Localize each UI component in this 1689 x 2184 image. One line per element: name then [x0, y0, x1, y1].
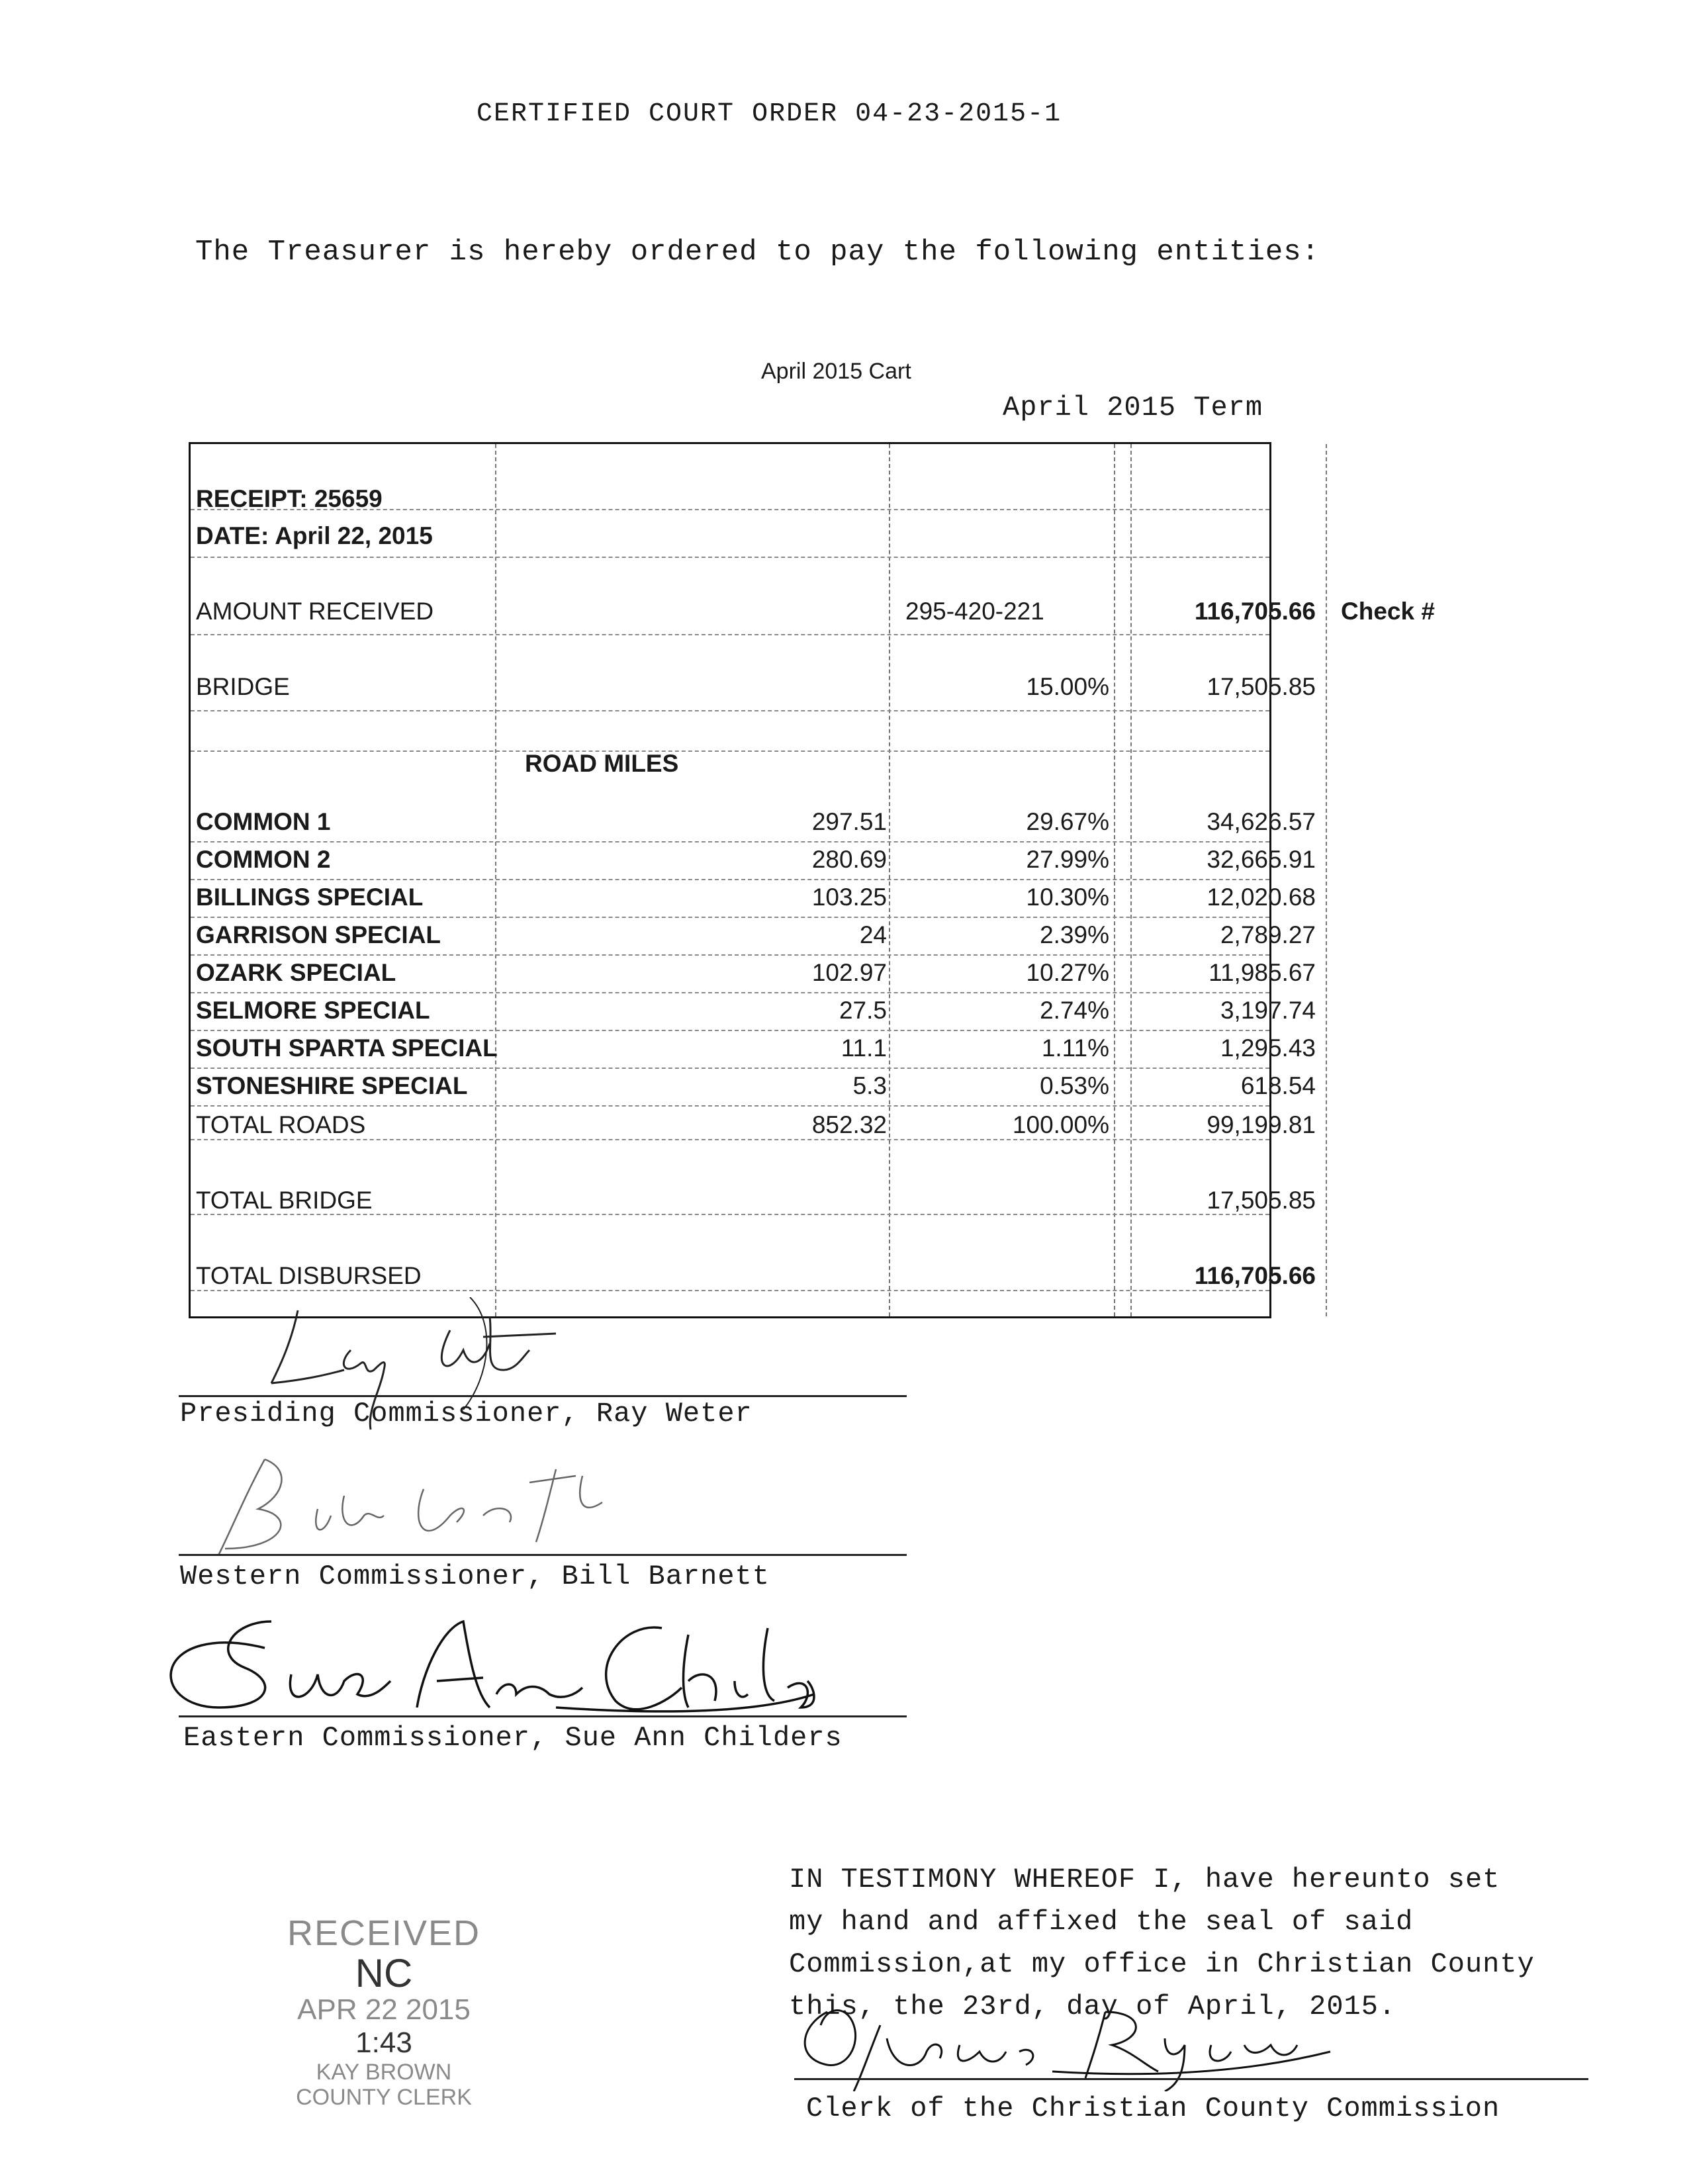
bridge-percent: 15.00%	[1026, 673, 1109, 700]
road-name: OZARK SPECIAL	[196, 959, 396, 986]
road-name: COMMON 2	[196, 846, 331, 873]
road-name: COMMON 1	[196, 808, 331, 835]
road-miles-header: ROAD MILES	[525, 750, 679, 777]
row-divider	[191, 1068, 1269, 1069]
road-percent: 1.11%	[1041, 1034, 1109, 1062]
stamp-date: APR 22 2015	[297, 1993, 471, 2026]
road-miles: 102.97	[811, 959, 887, 986]
cart-label: April 2015 Cart	[761, 359, 911, 384]
document-title: CERTIFIED COURT ORDER 04-23-2015-1	[477, 99, 1062, 129]
total-bridge-label: TOTAL BRIDGE	[196, 1187, 373, 1214]
road-amount: 618.54	[1240, 1072, 1316, 1099]
signature-sue-ann-childers	[159, 1608, 821, 1727]
total-roads-miles: 852.32	[811, 1111, 887, 1138]
bridge-label: BRIDGE	[196, 673, 290, 700]
stamp-time: 1:43	[355, 2026, 412, 2059]
road-percent: 10.30%	[1026, 884, 1109, 911]
receipt-date: DATE: April 22, 2015	[196, 522, 433, 549]
row-divider	[191, 751, 1269, 752]
row-divider	[191, 710, 1269, 711]
row-divider	[191, 879, 1269, 880]
road-name: SELMORE SPECIAL	[196, 997, 430, 1024]
total-roads-label: TOTAL ROADS	[196, 1111, 366, 1138]
column-divider	[495, 444, 496, 1316]
row-divider	[191, 634, 1269, 635]
total-roads-percent: 100.00%	[1012, 1111, 1109, 1138]
road-amount: 32,665.91	[1207, 846, 1316, 873]
road-amount: 11,985.67	[1209, 959, 1316, 986]
road-percent: 0.53%	[1040, 1072, 1109, 1099]
row-divider	[191, 1105, 1269, 1107]
testimony-text: IN TESTIMONY WHEREOF I, have hereunto set my hand and affixed the seal of said Commission,at my office in Christian County this, the 23rd, day of April, 2015.	[789, 1864, 1535, 2023]
total-roads-amount: 99,199.81	[1207, 1111, 1316, 1138]
road-amount: 12,020.68	[1207, 884, 1316, 911]
road-percent: 29.67%	[1026, 808, 1109, 835]
column-divider	[889, 444, 890, 1316]
term-label: April 2015 Term	[1003, 392, 1263, 424]
column-divider	[1114, 444, 1115, 1316]
total-disbursed-label: TOTAL DISBURSED	[196, 1262, 422, 1289]
signature-clerk	[788, 1999, 1383, 2091]
row-divider	[191, 917, 1269, 918]
signature-line	[179, 1715, 907, 1717]
road-percent: 2.39%	[1040, 921, 1109, 948]
road-percent: 27.99%	[1026, 846, 1109, 873]
account-number: 295-420-221	[905, 598, 1044, 625]
total-bridge-amount: 17,505.85	[1207, 1187, 1316, 1214]
total-disbursed-amount: 116,705.66	[1194, 1262, 1316, 1289]
road-miles: 11.1	[841, 1034, 887, 1062]
row-divider	[191, 557, 1269, 558]
signature-line	[794, 2078, 1588, 2080]
western-commissioner-caption: Western Commissioner, Bill Barnett	[180, 1561, 770, 1592]
bridge-amount: 17,505.85	[1207, 673, 1316, 700]
signature-line	[179, 1554, 907, 1556]
row-divider	[191, 954, 1269, 956]
road-amount: 2,789.27	[1220, 921, 1316, 948]
signature-line	[179, 1395, 907, 1397]
check-number-label: Check #	[1341, 598, 1435, 625]
amount-received-label: AMOUNT RECEIVED	[196, 598, 434, 625]
road-name: SOUTH SPARTA SPECIAL	[196, 1034, 498, 1062]
road-amount: 34,626.57	[1207, 808, 1316, 835]
stamp-title: COUNTY CLERK	[296, 2085, 472, 2110]
row-divider	[191, 1030, 1269, 1031]
presiding-commissioner-caption: Presiding Commissioner, Ray Weter	[180, 1398, 753, 1430]
road-miles: 297.51	[811, 808, 887, 835]
column-divider	[1326, 444, 1327, 1316]
road-miles: 280.69	[811, 846, 887, 873]
intro-text: The Treasurer is hereby ordered to pay the following entities:	[195, 236, 1320, 269]
row-divider	[191, 1139, 1269, 1140]
road-name: STONESHIRE SPECIAL	[196, 1072, 468, 1099]
disbursement-table	[189, 442, 1435, 1318]
signature-bill-barnett	[185, 1449, 622, 1562]
receipt-number: RECEIPT: 25659	[196, 485, 383, 512]
column-divider	[1130, 444, 1132, 1316]
road-name: GARRISON SPECIAL	[196, 921, 441, 948]
stamp-name: KAY BROWN	[316, 2060, 452, 2085]
row-divider	[191, 841, 1269, 842]
road-percent: 10.27%	[1026, 959, 1109, 986]
eastern-commissioner-caption: Eastern Commissioner, Sue Ann Childers	[183, 1722, 843, 1754]
road-amount: 3,197.74	[1220, 997, 1316, 1024]
road-miles: 5.3	[852, 1072, 887, 1099]
road-percent: 2.74%	[1040, 997, 1109, 1024]
road-miles: 24	[859, 921, 887, 948]
amount-received-value: 116,705.66	[1194, 598, 1316, 625]
row-divider	[191, 1290, 1269, 1291]
road-miles: 27.5	[839, 997, 887, 1024]
road-amount: 1,295.43	[1220, 1034, 1316, 1062]
road-miles: 103.25	[811, 884, 887, 911]
road-name: BILLINGS SPECIAL	[196, 884, 424, 911]
stamp-received: RECEIVED	[287, 1913, 481, 1953]
received-stamp	[265, 1913, 503, 2124]
stamp-initials: NC	[355, 1951, 413, 1995]
clerk-caption: Clerk of the Christian County Commission	[806, 2093, 1500, 2124]
row-divider	[191, 992, 1269, 993]
